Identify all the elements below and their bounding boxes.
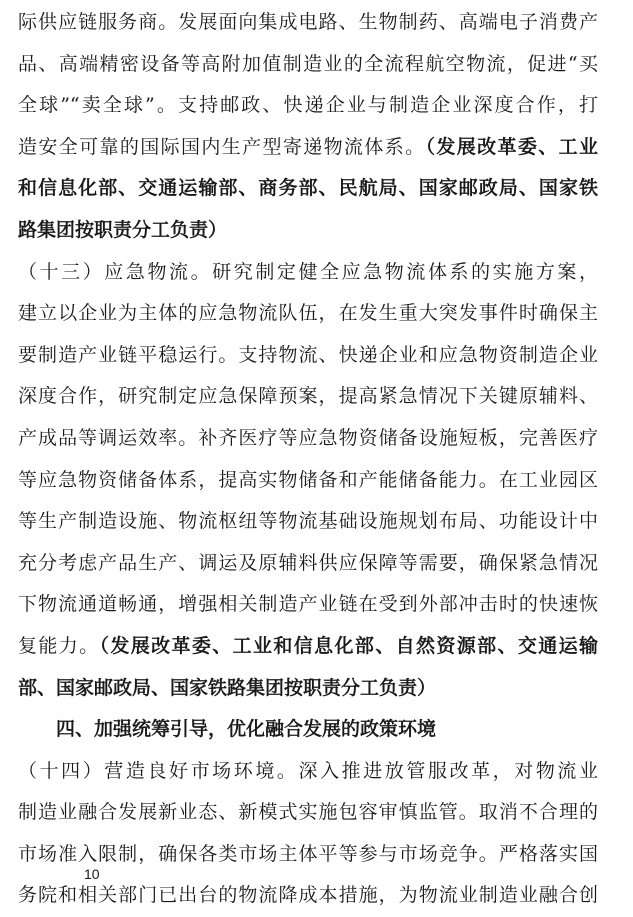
text-run: 等应急物资储备体系，提高实物储备和产能储备能力。在工业园区 <box>18 468 598 491</box>
text-run: 充分考虑产品生产、调运及原辅料供应保障等需要，确保紧急情况 <box>18 551 598 574</box>
text-line <box>18 335 598 377</box>
text-run: 等生产制造设施、物流枢纽等物流基础设施规划布局、功能设计中 <box>18 510 598 533</box>
text-run: 产成品等调运效率。补齐医疗等应急物资储备设施短板，完善医疗 <box>18 426 598 449</box>
text-line <box>18 418 598 460</box>
text-line <box>18 584 598 626</box>
text-run: 造安全可靠的国际国内生产型寄递物流体系。 <box>18 135 426 158</box>
text-line <box>18 875 598 917</box>
text-run: 全球”“卖全球”。支持邮政、快递企业与制造企业深度合作，打 <box>18 94 598 117</box>
text-line <box>18 2 598 44</box>
page-number: 10 <box>84 866 100 882</box>
section-heading: 四、加强统筹引导，优化融合发展的政策环境 <box>56 718 437 741</box>
text-line <box>18 85 598 127</box>
text-line <box>18 44 598 86</box>
text-line <box>18 626 598 668</box>
text-run: 下物流通道畅通，增强相关制造产业链在受到外部冲击时的快速恢 <box>18 593 598 616</box>
text-line <box>18 751 598 793</box>
text-line <box>18 127 598 169</box>
document-page <box>18 2 598 917</box>
text-run: （十三）应急物流。研究制定健全应急物流体系的实施方案， <box>18 260 598 283</box>
text-line <box>18 376 598 418</box>
text-run: 务院和相关部门已出台的物流降成本措施，为物流业制造业融合创 <box>18 884 598 907</box>
paragraph-block <box>18 751 598 917</box>
text-run: 品、高端精密设备等高附加值制造业的全流程航空物流，促进“买 <box>18 52 598 75</box>
responsible-agencies: 路集团按职责分工负责） <box>18 218 228 241</box>
responsible-agencies: 部、国家邮政局、国家铁路集团按职责分工负责） <box>18 676 437 699</box>
text-run: 制造业融合发展新业态、新模式实施包容审慎监管。取消不合理的 <box>18 801 598 824</box>
text-run: 建立以企业为主体的应急物流队伍，在发生重大突发事件时确保主 <box>18 302 598 325</box>
text-line <box>18 168 598 210</box>
text-line <box>18 543 598 585</box>
text-line <box>18 501 598 543</box>
text-run: 要制造产业链平稳运行。支持物流、快递企业和应急物资制造企业 <box>18 343 598 366</box>
text-run: 复能力。 <box>18 634 100 657</box>
responsible-agencies: 和信息化部、交通运输部、商务部、民航局、国家邮政局、国家铁 <box>18 177 598 200</box>
responsible-agencies: （发展改革委、工业 <box>425 135 598 158</box>
text-line <box>18 293 598 335</box>
text-line <box>18 792 598 834</box>
text-line <box>18 252 598 294</box>
text-line <box>18 460 598 502</box>
paragraph-block <box>18 2 598 709</box>
text-line <box>18 834 598 876</box>
text-run: 深度合作，研究制定应急保障预案，提高紧急情况下关键原辅料、 <box>18 385 598 408</box>
text-line <box>18 668 598 710</box>
text-run: （十四）营造良好市场环境。深入推进放管服改革，对物流业 <box>18 759 598 782</box>
text-run: 际供应链服务商。发展面向集成电路、生物制药、高端电子消费产 <box>18 11 598 33</box>
responsible-agencies: （发展改革委、工业和信息化部、自然资源部、交通运输 <box>99 634 598 657</box>
text-line <box>18 210 598 252</box>
text-run: 市场准入限制，确保各类市场主体平等参与市场竞争。严格落实国 <box>18 842 598 865</box>
